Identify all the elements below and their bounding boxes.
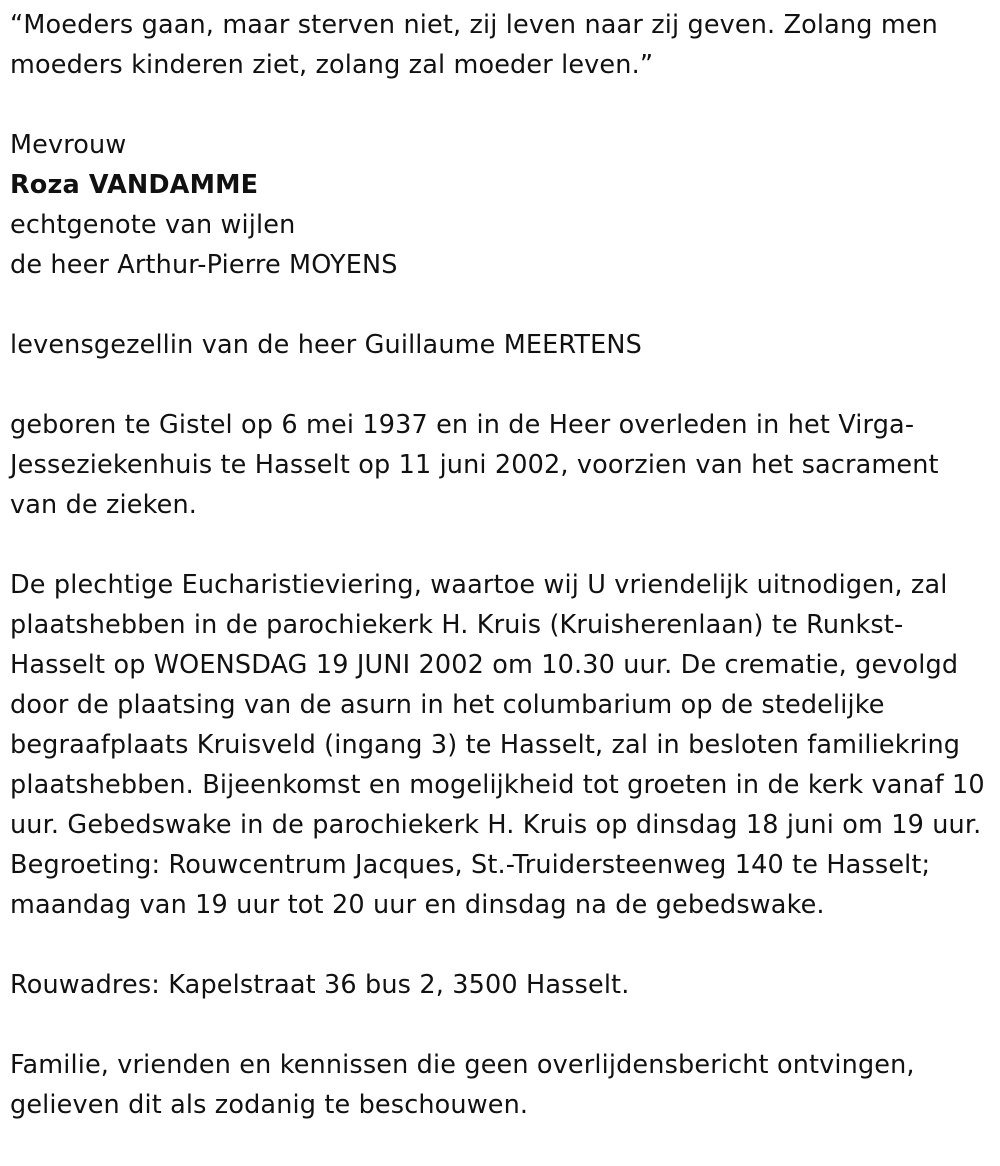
spacer xyxy=(10,85,990,125)
spouse-intro: echtgenote van wijlen xyxy=(10,210,296,240)
spacer xyxy=(10,1005,990,1045)
honorific: Mevrouw xyxy=(10,130,127,160)
spacer xyxy=(10,525,990,565)
spouse-name: de heer Arthur-Pierre MOYENS xyxy=(10,250,398,280)
birth-death-paragraph: geboren te Gistel op 6 mei 1937 en in de Heer overleden in het Virga-Jesseziekenhuis te Hasselt op 11 juni 2002, voorzien van het sacrament van de zieken. xyxy=(10,410,939,520)
closing-note: Familie, vrienden en kennissen die geen overlijdensbericht ontvingen, gelieven dit als zodanig te beschouwen. xyxy=(10,1050,915,1120)
spacer xyxy=(10,285,990,325)
obituary-document xyxy=(10,5,990,1125)
partner-line: levensgezellin van de heer Guillaume MEERTENS xyxy=(10,330,642,360)
opening-quote: “Moeders gaan, maar sterven niet, zij leven naar zij geven. Zolang men moeders kinderen ziet, zolang zal moeder leven.” xyxy=(10,10,938,80)
spacer xyxy=(10,365,990,405)
ceremony-paragraph: De plechtige Eucharistieviering, waartoe wij U vriendelijk uitnodigen, zal plaatshebben in de parochiekerk H. Kruis (Kruisherenlaan) te Runkst-Hasselt op WOENSDAG 19 JUNI 2002 om 10.30 uur. De crematie, gevolgd door de plaatsing van de asurn in het columbarium op de stedelijke begraafplaats Kruisveld (ingang 3) te Hasselt, zal in besloten familiekring plaatshebben. Bijeenkomst en mogelijkheid tot groeten in de kerk vanaf 10 uur. Gebedswake in de parochiekerk H. Kruis op dinsdag 18 juni om 19 uur. Begroeting: Rouwcentrum Jacques, St.-Truidersteenweg 140 te Hasselt; maandag van 19 uur tot 20 uur en dinsdag na de gebedswake. xyxy=(10,570,985,920)
spacer xyxy=(10,925,990,965)
mourning-address: Rouwadres: Kapelstraat 36 bus 2, 3500 Hasselt. xyxy=(10,970,630,1000)
deceased-name: Roza VANDAMME xyxy=(10,170,259,200)
